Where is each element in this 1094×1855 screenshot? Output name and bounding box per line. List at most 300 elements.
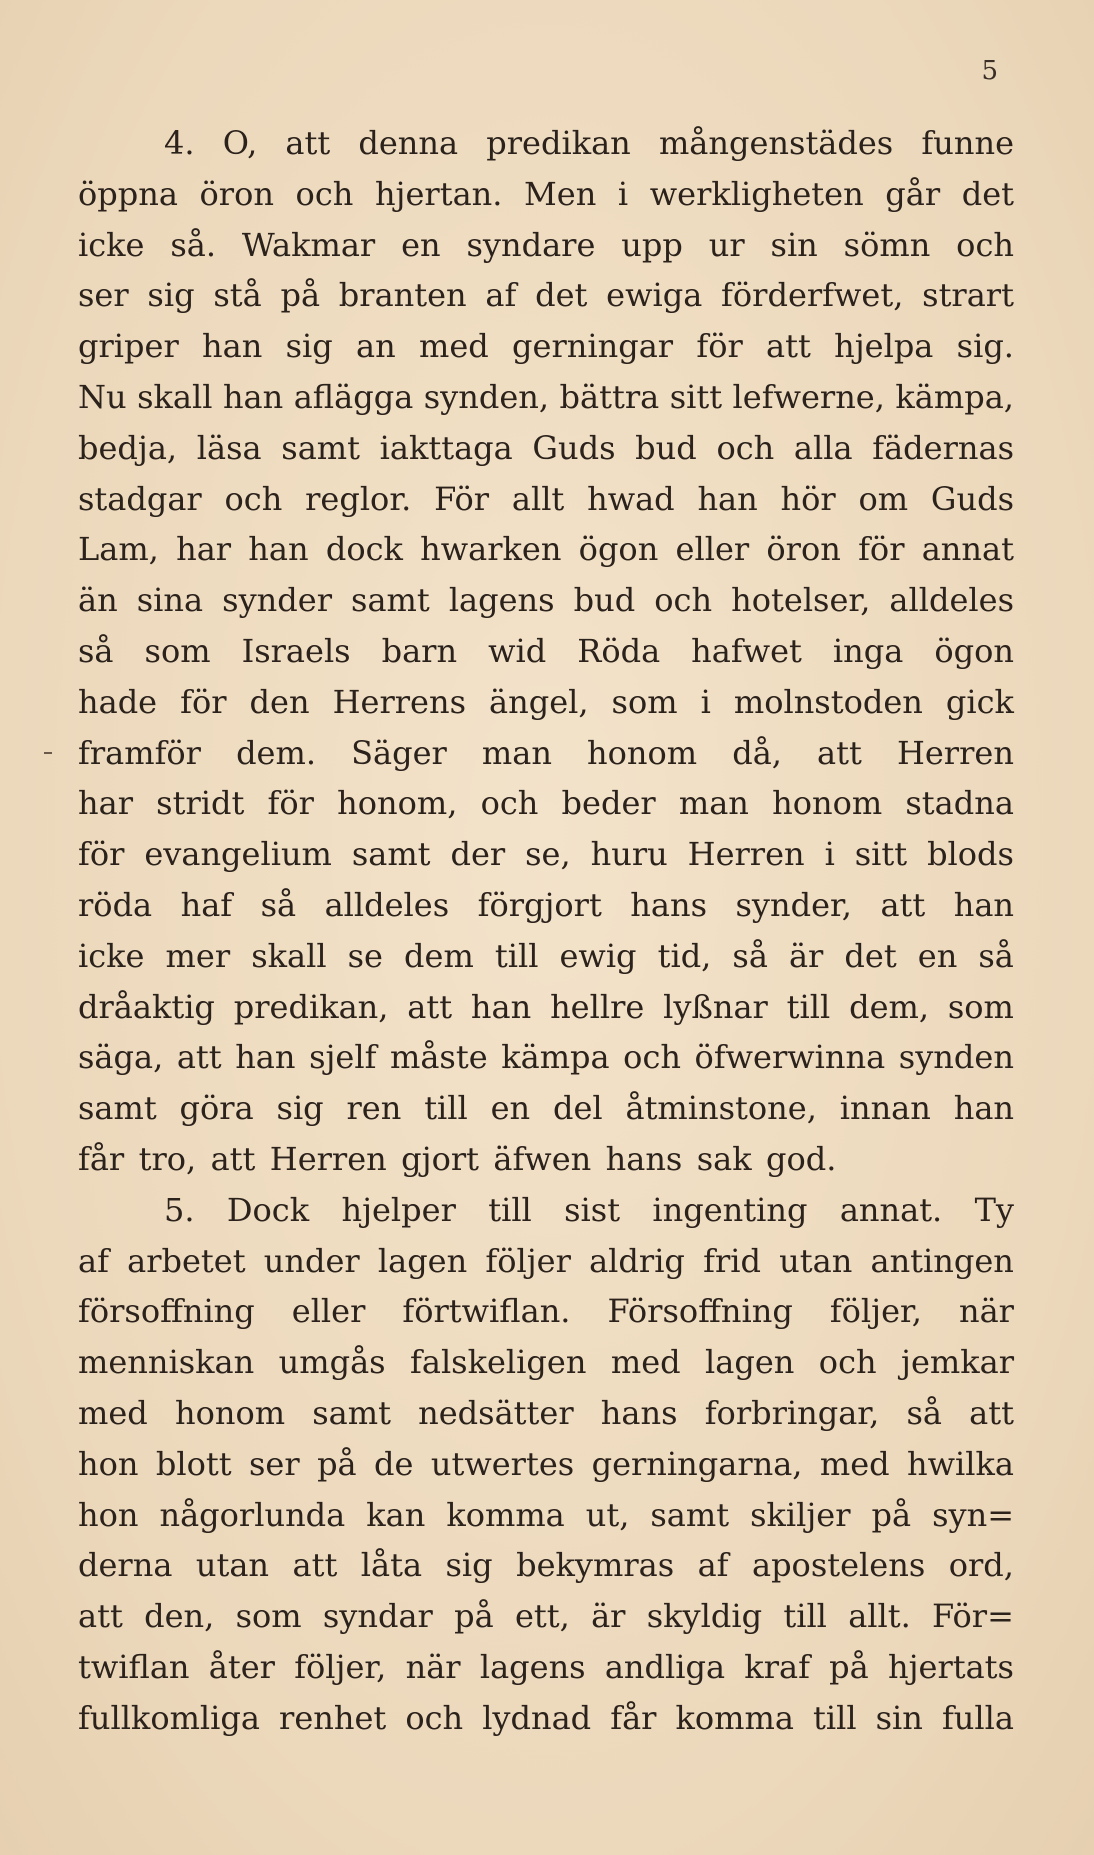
- word: som: [144, 631, 211, 670]
- word: bedja,: [78, 428, 178, 467]
- word: och: [224, 479, 283, 518]
- word: falskeligen: [410, 1343, 587, 1382]
- word: skall: [137, 377, 213, 416]
- word: af: [485, 276, 517, 315]
- word: allt: [511, 479, 565, 518]
- word: funne: [921, 124, 1014, 162]
- word: af: [697, 1546, 729, 1585]
- word: utan: [779, 1241, 853, 1280]
- word: denna: [358, 124, 459, 162]
- word: det: [961, 174, 1014, 213]
- word: att: [210, 1139, 256, 1178]
- word: synder,: [735, 885, 852, 924]
- word: sig: [445, 1546, 493, 1585]
- text-line: [78, 728, 1014, 779]
- word: så: [78, 631, 114, 670]
- text-line: [78, 1642, 1014, 1693]
- word: äfwen: [493, 1139, 592, 1178]
- word: 4.: [164, 124, 195, 162]
- word: blott: [155, 1444, 232, 1483]
- word: tro,: [138, 1139, 197, 1178]
- word: eller: [291, 1292, 366, 1331]
- word: icke: [78, 936, 145, 975]
- word: sin: [875, 1698, 923, 1737]
- word: syn=: [932, 1495, 1014, 1534]
- word: kämpa: [501, 1038, 610, 1077]
- word: Ty: [974, 1190, 1014, 1229]
- text-line: [78, 1490, 1014, 1541]
- word: om: [858, 479, 909, 518]
- word: till: [494, 936, 539, 975]
- word: umgås: [278, 1343, 386, 1382]
- word: sak: [696, 1139, 752, 1178]
- word: sig: [147, 276, 195, 315]
- word: del: [552, 1089, 603, 1128]
- word: ord,: [948, 1546, 1014, 1585]
- word: och: [716, 428, 775, 467]
- word: han: [222, 377, 284, 416]
- word: nedsätter: [418, 1393, 574, 1432]
- word: låta: [360, 1546, 423, 1585]
- word: han: [470, 987, 532, 1026]
- word: bud: [635, 428, 697, 467]
- word: andliga: [604, 1647, 726, 1686]
- word: hans: [630, 885, 708, 924]
- word: Herren: [269, 1139, 387, 1178]
- text-line: [78, 220, 1014, 271]
- word: är: [591, 1597, 626, 1636]
- word: annat.: [839, 1190, 943, 1229]
- word: stadna: [905, 784, 1014, 823]
- word: den,: [144, 1597, 215, 1636]
- word: att: [285, 124, 331, 162]
- word: lagens: [448, 581, 555, 620]
- word: så.: [170, 225, 217, 264]
- text-line: [78, 982, 1014, 1033]
- word: strart: [922, 276, 1014, 315]
- word: upp: [621, 225, 683, 264]
- word: med: [819, 1444, 890, 1483]
- word: i: [700, 682, 711, 721]
- word: sömn: [843, 225, 931, 264]
- word: man: [678, 784, 749, 823]
- word: Röda: [577, 631, 661, 670]
- word: barn: [381, 631, 458, 670]
- word: O,: [222, 124, 258, 162]
- word: huru: [590, 835, 668, 874]
- word: till: [424, 1089, 468, 1128]
- word: på: [829, 1647, 869, 1686]
- word: aldrig: [589, 1241, 685, 1280]
- word: ewig: [559, 936, 637, 975]
- word: Israels: [241, 631, 351, 670]
- word: under: [263, 1241, 360, 1280]
- word: man: [481, 733, 552, 772]
- word: bekymras: [516, 1546, 675, 1585]
- word: sina: [136, 581, 204, 620]
- text-line: [78, 575, 1014, 626]
- word: och: [623, 1038, 681, 1077]
- word: så: [732, 936, 768, 975]
- word: arbetet: [127, 1241, 246, 1280]
- word: får: [610, 1698, 657, 1737]
- word: måste: [390, 1038, 488, 1077]
- page-number: 5: [981, 56, 998, 86]
- word: när: [958, 1292, 1014, 1331]
- word: mångenstädes: [658, 124, 894, 162]
- text-line: [78, 677, 1014, 728]
- word: hon: [78, 1495, 139, 1534]
- word: allt.: [848, 1597, 911, 1636]
- word: iakttaga: [379, 428, 513, 467]
- text-line: [78, 829, 1014, 880]
- word: kraf: [744, 1647, 810, 1686]
- word: twiflan: [78, 1647, 190, 1686]
- word: werkligheten: [649, 174, 864, 213]
- word: se: [347, 936, 383, 975]
- word: följer: [485, 1241, 571, 1280]
- word: går: [885, 174, 941, 213]
- word: då,: [732, 733, 782, 772]
- word: Men: [524, 174, 597, 213]
- word: sig: [285, 327, 333, 366]
- word: för: [696, 327, 743, 366]
- word: så: [906, 1393, 942, 1432]
- word: så: [260, 885, 297, 924]
- word: åter: [208, 1647, 275, 1686]
- word: ett,: [514, 1597, 570, 1636]
- word: der: [450, 835, 506, 874]
- word: predikan: [486, 124, 631, 162]
- word: hans: [605, 1139, 683, 1178]
- word: icke: [78, 225, 145, 264]
- word: och: [405, 1698, 464, 1737]
- word: har: [176, 530, 232, 569]
- text-line: [78, 1591, 1014, 1642]
- word: renhet: [279, 1698, 387, 1737]
- word: än: [78, 581, 118, 620]
- word: kan: [366, 1495, 426, 1534]
- text-line: [78, 1540, 1014, 1591]
- word: till: [812, 1698, 857, 1737]
- body-text: [78, 118, 1014, 1744]
- word: sist: [564, 1190, 621, 1229]
- word: på: [454, 1597, 494, 1636]
- word: Wakmar: [241, 225, 376, 264]
- word: eller: [675, 530, 750, 569]
- word: hjertats: [887, 1647, 1014, 1686]
- word: fullkomliga: [78, 1698, 260, 1737]
- word: honom: [772, 784, 883, 823]
- word: ewiga: [606, 276, 703, 315]
- word: an: [356, 327, 396, 366]
- word: dråaktig: [78, 987, 215, 1026]
- word: lyßnar: [663, 987, 768, 1026]
- word: hör: [780, 479, 836, 518]
- word: göra: [179, 1089, 254, 1128]
- word: öron: [199, 174, 274, 213]
- word: utan: [195, 1546, 270, 1585]
- word: hwad: [587, 479, 675, 518]
- word: hon: [78, 1444, 139, 1483]
- word: samt: [312, 1393, 391, 1432]
- text-line: [78, 321, 1014, 372]
- word: har: [78, 784, 133, 823]
- text-line: [78, 169, 1014, 220]
- word: förtwiflan.: [402, 1292, 571, 1331]
- word: Dock: [226, 1190, 310, 1229]
- word: lagen: [705, 1343, 795, 1382]
- word: evangelium: [144, 835, 332, 874]
- word: förgjort: [477, 885, 602, 924]
- word: Säger: [351, 733, 447, 772]
- word: haf: [180, 885, 233, 924]
- text-line: [78, 1388, 1014, 1439]
- word: Lam,: [78, 530, 159, 569]
- word: en: [401, 225, 441, 264]
- word: tid,: [657, 936, 712, 975]
- word: han: [953, 885, 1014, 924]
- word: läsa: [196, 428, 262, 467]
- text-line: [78, 1032, 1014, 1083]
- word: frid: [703, 1241, 761, 1280]
- word: dock: [325, 530, 403, 569]
- word: wid: [488, 631, 547, 670]
- word: följer,: [829, 1292, 922, 1331]
- word: och: [956, 225, 1014, 264]
- word: hjelper: [341, 1190, 456, 1229]
- word: i: [824, 835, 835, 874]
- word: och: [818, 1343, 877, 1382]
- word: och: [295, 174, 354, 213]
- word: griper: [78, 327, 179, 366]
- text-line: [78, 1439, 1014, 1490]
- word: han: [248, 530, 309, 569]
- word: lagens: [479, 1647, 586, 1686]
- word: att: [78, 1597, 123, 1636]
- word: åtminstone,: [625, 1089, 817, 1128]
- word: bättra: [559, 377, 660, 416]
- word: är: [788, 936, 824, 975]
- word: som: [947, 987, 1014, 1026]
- word: att: [817, 733, 862, 772]
- text-line: [78, 372, 1014, 423]
- word: hade: [78, 682, 158, 721]
- word: hafwet: [691, 631, 802, 670]
- word: dem,: [849, 987, 930, 1026]
- word: sjelf: [309, 1038, 377, 1077]
- word: gick: [945, 682, 1014, 721]
- word: Herren: [687, 835, 805, 874]
- word: sig.: [956, 327, 1014, 366]
- text-line: [78, 270, 1014, 321]
- word: och: [480, 784, 539, 823]
- word: samt: [78, 1089, 157, 1128]
- word: gerningarna,: [591, 1444, 803, 1483]
- word: de: [374, 1444, 414, 1483]
- word: dem.: [236, 733, 316, 772]
- word: beder: [561, 784, 656, 823]
- word: till: [783, 1597, 827, 1636]
- word: predikan,: [233, 987, 389, 1026]
- word: säga,: [78, 1038, 164, 1077]
- word: hwilka: [907, 1444, 1014, 1483]
- word: Herren: [896, 733, 1014, 772]
- word: fulla: [941, 1698, 1014, 1737]
- word: med: [610, 1343, 681, 1382]
- word: utwertes: [430, 1444, 575, 1483]
- word: öppna: [78, 174, 178, 213]
- word: får: [78, 1139, 125, 1178]
- word: af: [78, 1241, 109, 1280]
- word: som: [235, 1597, 302, 1636]
- word: att: [176, 1038, 222, 1077]
- word: att: [292, 1546, 338, 1585]
- word: samt: [650, 1495, 730, 1534]
- word: ögon: [578, 530, 659, 569]
- word: jemkar: [901, 1343, 1014, 1382]
- word: reglor.: [305, 479, 412, 518]
- word: Guds: [532, 428, 616, 467]
- word: samt: [351, 835, 431, 874]
- word: på: [317, 1444, 357, 1483]
- word: 5.: [164, 1190, 195, 1229]
- word: ser: [78, 276, 129, 315]
- text-line: [78, 1083, 1014, 1134]
- word: syndare: [466, 225, 596, 264]
- text-line: [78, 778, 1014, 829]
- word: ren: [346, 1089, 402, 1128]
- word: honom: [587, 733, 698, 772]
- text-line: [78, 1337, 1014, 1388]
- word: han: [235, 1038, 296, 1077]
- word: ögon: [934, 631, 1014, 670]
- word: aflägga: [293, 377, 414, 416]
- word: bud: [573, 581, 636, 620]
- word: när: [405, 1647, 461, 1686]
- text-line: [78, 931, 1014, 982]
- word: ut,: [585, 1495, 630, 1534]
- word: stridt: [156, 784, 245, 823]
- word: hwarken: [420, 530, 562, 569]
- word: för: [180, 682, 227, 721]
- word: med: [78, 1393, 148, 1432]
- word: se,: [525, 835, 571, 874]
- word: sin: [770, 225, 818, 264]
- word: alldeles: [889, 581, 1014, 620]
- word: branten: [338, 276, 467, 315]
- word: följer,: [294, 1647, 387, 1686]
- word: lefwerne,: [732, 377, 885, 416]
- word: på: [280, 276, 321, 315]
- word: en: [490, 1089, 531, 1128]
- word: kämpa,: [895, 377, 1014, 416]
- word: så: [978, 936, 1014, 975]
- word: god.: [766, 1139, 837, 1178]
- text-line: [78, 118, 1014, 169]
- word: gjort: [401, 1139, 479, 1178]
- word: att: [969, 1393, 1014, 1432]
- word: han: [202, 327, 263, 366]
- word: innan: [839, 1089, 931, 1128]
- text-line: [78, 1693, 1014, 1744]
- word: alldeles: [324, 885, 450, 924]
- word: det: [844, 936, 897, 975]
- word: Försoffning: [607, 1292, 793, 1331]
- word: för: [267, 784, 314, 823]
- text-line: [78, 474, 1014, 525]
- word: gerningar: [512, 327, 674, 366]
- word: försoffning: [78, 1292, 255, 1331]
- word: fädernas: [872, 428, 1014, 467]
- word: lydnad: [482, 1698, 592, 1737]
- word: framför: [78, 733, 201, 772]
- word: Herrens: [332, 682, 466, 721]
- word: skall: [251, 936, 327, 975]
- word: synden: [898, 1038, 1014, 1077]
- word: att: [407, 987, 453, 1026]
- word: för: [858, 530, 905, 569]
- word: sitt: [854, 835, 908, 874]
- word: öfwerwinna: [694, 1038, 886, 1077]
- word: inga: [832, 631, 904, 670]
- word: att: [766, 327, 811, 366]
- text-line: [78, 1185, 1014, 1236]
- word: För=: [932, 1597, 1014, 1636]
- word: med: [418, 327, 489, 366]
- word: som: [611, 682, 678, 721]
- word: ängel,: [489, 682, 589, 721]
- word: synder: [222, 581, 332, 620]
- word: ser: [249, 1444, 300, 1483]
- word: för: [78, 835, 125, 874]
- word: röda: [78, 885, 153, 924]
- word: han: [697, 479, 758, 518]
- word: dem: [404, 936, 474, 975]
- word: hotelser,: [731, 581, 871, 620]
- word: Guds: [930, 479, 1014, 518]
- word: ur: [708, 225, 745, 264]
- word: annat: [921, 530, 1014, 569]
- word: antingen: [870, 1241, 1014, 1280]
- word: komma: [446, 1495, 565, 1534]
- word: mer: [165, 936, 231, 975]
- word: honom: [174, 1393, 286, 1432]
- word: menniskan: [78, 1343, 255, 1382]
- word: hellre: [550, 987, 645, 1026]
- text-line: [78, 1286, 1014, 1337]
- word: förderfwet,: [721, 276, 904, 315]
- word: hjertan.: [374, 174, 503, 213]
- word: sitt: [669, 377, 723, 416]
- word: sig: [276, 1089, 324, 1128]
- word: att: [880, 885, 926, 924]
- word: han: [953, 1089, 1014, 1128]
- word: blods: [927, 835, 1014, 874]
- margin-mark: [44, 752, 52, 754]
- word: på: [871, 1495, 912, 1534]
- word: en: [917, 936, 958, 975]
- word: Nu: [78, 377, 127, 416]
- text-line: [78, 1134, 1014, 1185]
- text-line: [78, 626, 1014, 677]
- word: skyldig: [646, 1597, 763, 1636]
- word: honom,: [337, 784, 458, 823]
- word: syndar: [322, 1597, 433, 1636]
- word: derna: [78, 1546, 173, 1585]
- word: molnstoden: [733, 682, 923, 721]
- word: till: [488, 1190, 532, 1229]
